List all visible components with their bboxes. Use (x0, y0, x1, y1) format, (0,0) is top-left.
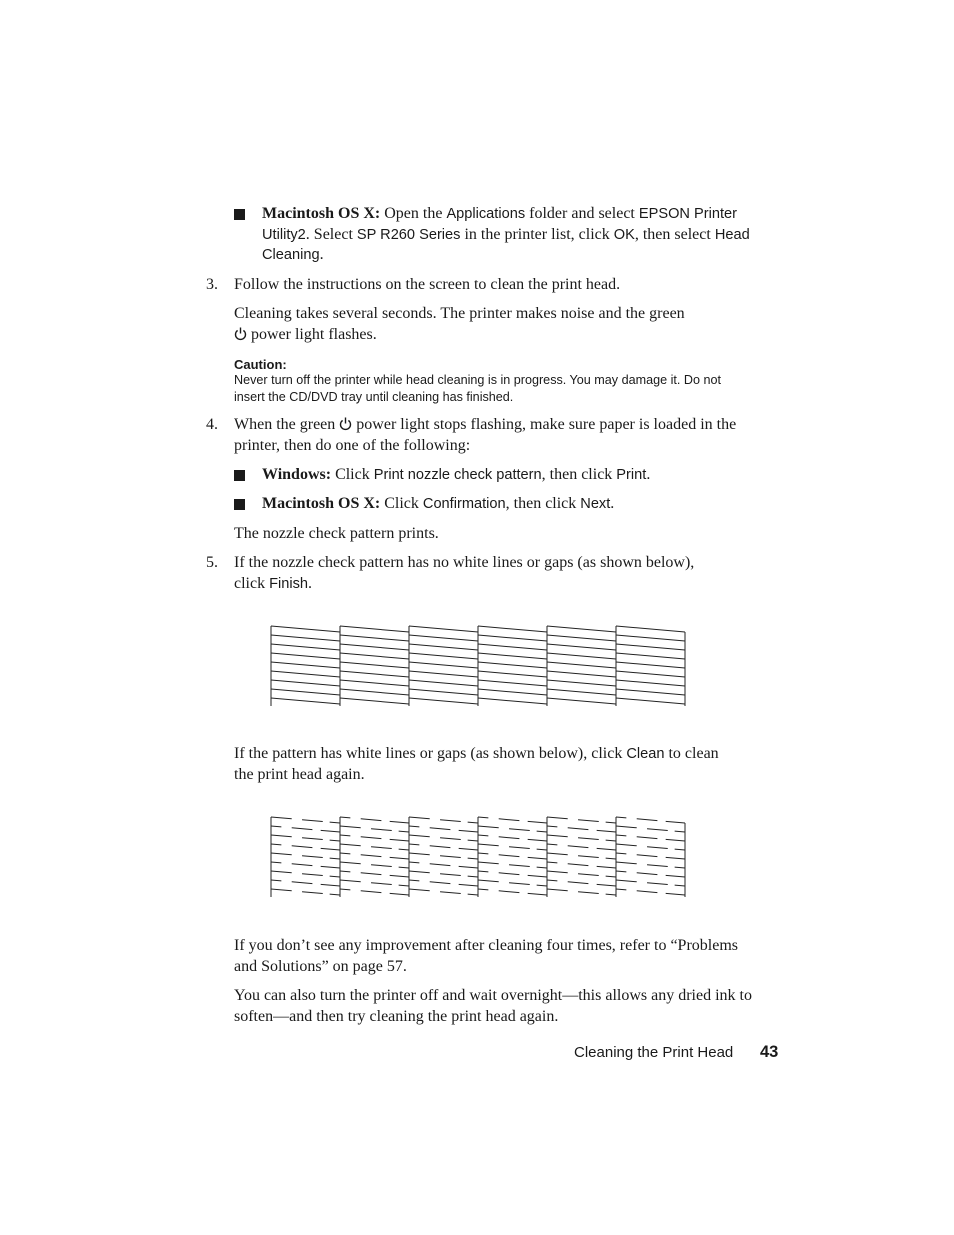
pattern-line-segment (597, 866, 616, 868)
pattern-line (616, 698, 685, 704)
ui-printer-utility: EPSON Printer Utility2 (262, 206, 738, 243)
pattern-line-segment (271, 853, 292, 855)
pattern-line-segment (271, 844, 281, 845)
pattern-line-segment (399, 849, 409, 850)
pattern-line-segment (390, 893, 409, 895)
pattern-line-segment (440, 820, 461, 822)
pattern-line-segment (547, 871, 568, 873)
pattern-line-segment (468, 894, 478, 895)
pattern-line-segment (302, 856, 323, 858)
pattern-line-segment (409, 880, 419, 881)
pattern-block (340, 626, 409, 706)
pattern-line-segment (409, 835, 430, 837)
bullet-label: Macintosh OS X: (262, 495, 381, 512)
pattern-line-segment (578, 874, 599, 876)
pattern-line (478, 671, 547, 677)
pattern-line-segment (509, 847, 530, 849)
pattern-line-segment (606, 840, 616, 841)
pattern-line (616, 635, 685, 641)
pattern-line-segment (340, 889, 350, 890)
page-number: 43 (760, 1043, 779, 1061)
pattern-line-segment (271, 862, 281, 863)
pattern-line-segment (459, 866, 478, 868)
pattern-line-segment (666, 839, 685, 841)
pattern-line-segment (409, 871, 430, 873)
pattern-line-segment (647, 847, 668, 849)
pattern-line-segment (361, 891, 382, 893)
pattern-line (547, 662, 616, 668)
pattern-line-segment (509, 883, 530, 885)
pattern-line-segment (430, 846, 451, 848)
pattern-line-segment (430, 828, 451, 830)
pattern-block (340, 817, 409, 897)
pattern-line-segment (675, 867, 685, 868)
improve-text: If you don’t see any improvement after cleaning four times, refer to “Problems and Solutions” on page 57. (234, 937, 738, 975)
step3-detail: Cleaning takes several seconds. The printer makes noise and the green power light flashes. (234, 305, 685, 343)
pattern-line (547, 698, 616, 704)
pattern-line-segment (499, 819, 520, 821)
pattern-block (478, 817, 547, 897)
pattern-line (409, 689, 478, 695)
pattern-line-segment (637, 837, 658, 839)
bullet-marker (234, 209, 245, 220)
bullet-mac-confirm: Macintosh OS X: Click Confirmation, then click Next. (262, 495, 615, 512)
ui-next: Next (580, 496, 611, 512)
pattern-line (478, 626, 547, 632)
pattern-line-segment (292, 846, 313, 848)
pattern-line (616, 653, 685, 659)
pattern-line-segment (616, 871, 626, 872)
pattern-line-segment (340, 880, 361, 882)
ui-clean: Clean (626, 746, 665, 762)
pattern-line-segment (330, 858, 340, 859)
pattern-line-segment (330, 822, 340, 823)
pattern-line-segment (271, 880, 281, 881)
pattern-line-segment (578, 892, 599, 894)
pattern-line-segment (321, 884, 340, 886)
bullet-label: Macintosh OS X: (262, 205, 381, 222)
pattern-line (478, 653, 547, 659)
pattern-line (409, 626, 478, 632)
pattern-line-segment (637, 855, 658, 857)
pattern-line-segment (675, 885, 685, 886)
pattern-line-segment (606, 894, 616, 895)
pattern-block (271, 626, 340, 706)
pattern-line-segment (409, 844, 419, 845)
pattern-line-segment (361, 837, 382, 839)
pattern-line-segment (547, 817, 568, 819)
pattern-block (271, 817, 340, 897)
pattern-line-segment (459, 884, 478, 886)
pattern-line (478, 635, 547, 641)
pattern-line-segment (616, 817, 626, 818)
pattern-line (478, 689, 547, 695)
ui-ok: OK (613, 226, 635, 243)
pattern-line-segment (616, 835, 626, 836)
pattern-line-segment (302, 838, 323, 840)
pattern-line-segment (340, 835, 350, 836)
pattern-line-segment (647, 829, 668, 831)
pattern-line-segment (292, 882, 313, 884)
pattern-line (340, 653, 409, 659)
pattern-line-segment (537, 867, 547, 868)
pattern-line-segment (371, 883, 392, 885)
step4-after: The nozzle check pattern prints. (234, 525, 439, 542)
pattern-line-segment (675, 849, 685, 850)
pattern-line (478, 644, 547, 650)
pattern-line-segment (468, 840, 478, 841)
step-number: 3. (206, 276, 218, 293)
pattern-block (547, 817, 616, 897)
bullet-marker (234, 470, 245, 481)
pattern-line-segment (547, 844, 557, 845)
pattern-line-segment (616, 862, 637, 864)
ui-applications: Applications (446, 206, 526, 222)
pattern-line (409, 671, 478, 677)
pattern-line (478, 680, 547, 686)
pattern-line-segment (399, 831, 409, 832)
bullet-mac-utility: Macintosh OS X: Open the Applications folder and select EPSON Printer Utility2. Select SP R260 Series in the printer list, click OK, then select Head Cleaning. (262, 205, 750, 263)
pattern-line-segment (459, 830, 478, 832)
pattern-line-segment (616, 826, 637, 828)
power-icon (339, 417, 352, 431)
pattern-line (547, 653, 616, 659)
step3-text: Follow the instructions on the screen to clean the print head. (234, 276, 621, 293)
pattern-line-segment (371, 829, 392, 831)
pattern-line (340, 671, 409, 677)
pattern-line-segment (468, 858, 478, 859)
pattern-line-segment (361, 855, 382, 857)
pattern-line (271, 644, 340, 650)
power-icon (234, 327, 247, 341)
pattern-line-segment (499, 855, 520, 857)
pattern-line (340, 635, 409, 641)
step5-text: If the nozzle check pattern has no white lines or gaps (as shown below), click Finish. (234, 554, 695, 592)
pattern-line-segment (371, 865, 392, 867)
pattern-line (340, 662, 409, 668)
pattern-line-segment (578, 856, 599, 858)
pattern-line-segment (478, 835, 488, 836)
pattern-line-segment (578, 820, 599, 822)
pattern-line-segment (616, 853, 626, 854)
pattern-line (547, 680, 616, 686)
pattern-block (616, 817, 685, 897)
pattern-line-segment (409, 853, 430, 855)
pattern-line (340, 698, 409, 704)
pattern-line-segment (647, 865, 668, 867)
pattern-line (616, 662, 685, 668)
pattern-line (409, 635, 478, 641)
pattern-line-segment (340, 853, 350, 854)
pattern-line-segment (468, 876, 478, 877)
pattern-line-segment (637, 873, 658, 875)
pattern-line-segment (478, 889, 488, 890)
pattern-line-segment (390, 857, 409, 859)
pattern-line-segment (528, 893, 547, 895)
pattern-line-segment (440, 874, 461, 876)
ui-print: Print (616, 467, 647, 483)
pattern-line-segment (606, 858, 616, 859)
pattern-line-segment (478, 826, 499, 828)
pattern-line-segment (509, 829, 530, 831)
pattern-line-segment (568, 828, 589, 830)
pattern-line (271, 662, 340, 668)
pattern-line (409, 680, 478, 686)
pattern-line (547, 635, 616, 641)
pattern-line (409, 698, 478, 704)
pattern-line-segment (637, 819, 658, 821)
pattern-line-segment (390, 875, 409, 877)
pattern-line-segment (478, 862, 499, 864)
pattern-line-segment (568, 882, 589, 884)
pattern-line-segment (547, 862, 557, 863)
pattern-line-segment (478, 844, 499, 846)
pattern-line (547, 644, 616, 650)
pattern-line-segment (537, 831, 547, 832)
pattern-line-segment (616, 844, 637, 846)
pattern-line-segment (509, 865, 530, 867)
pattern-line-segment (478, 853, 488, 854)
pattern-line-segment (528, 875, 547, 877)
ui-print-nozzle-check: Print nozzle check pattern (373, 467, 542, 483)
pattern-line-segment (430, 864, 451, 866)
caution-heading: Caution: (234, 357, 287, 372)
pattern-line-segment (547, 826, 557, 827)
pattern-line-segment (399, 867, 409, 868)
pattern-line (340, 644, 409, 650)
pattern-line-segment (321, 848, 340, 850)
pattern-line (616, 689, 685, 695)
pattern-line-segment (409, 817, 430, 819)
pattern-line-segment (390, 839, 409, 841)
overnight-text: You can also turn the printer off and wait overnight—this allows any dried ink to soften—and then try cleaning the print head again. (234, 987, 752, 1025)
pattern-line-segment (271, 826, 281, 827)
pattern-line-segment (666, 857, 685, 859)
pattern-line-segment (537, 849, 547, 850)
pattern-line-segment (606, 876, 616, 877)
pattern-line-segment (547, 880, 557, 881)
pattern-line-segment (468, 822, 478, 823)
pattern-line-segment (440, 892, 461, 894)
pattern-line-segment (459, 848, 478, 850)
gaps-text: If the pattern has white lines or gaps (as shown below), click Clean to clean the print head again. (234, 745, 719, 783)
pattern-line-segment (478, 880, 499, 882)
pattern-line-segment (499, 837, 520, 839)
nozzle-pattern-gaps (268, 814, 690, 904)
pattern-line-segment (330, 894, 340, 895)
pattern-line-segment (292, 864, 313, 866)
pattern-line (340, 626, 409, 632)
pattern-line-segment (271, 871, 292, 873)
pattern-line-segment (478, 871, 488, 872)
pattern-line (340, 689, 409, 695)
pattern-line-segment (399, 885, 409, 886)
pattern-line-segment (606, 822, 616, 823)
bullet-label: Windows: (262, 466, 332, 483)
ui-finish: Finish (269, 575, 309, 592)
pattern-line-segment (271, 817, 292, 819)
pattern-line-segment (597, 848, 616, 850)
pattern-line-segment (499, 891, 520, 893)
pattern-line (340, 680, 409, 686)
pattern-line-segment (340, 817, 350, 818)
pattern-line (409, 662, 478, 668)
pattern-line-segment (390, 821, 409, 823)
pattern-line-segment (478, 817, 488, 818)
pattern-line-segment (340, 871, 350, 872)
pattern-line (616, 626, 685, 632)
pattern-line-segment (340, 844, 361, 846)
pattern-line-segment (568, 846, 589, 848)
pattern-line-segment (409, 862, 419, 863)
pattern-line-segment (430, 882, 451, 884)
pattern-line-segment (647, 883, 668, 885)
pattern-line-segment (361, 819, 382, 821)
pattern-line-segment (537, 885, 547, 886)
pattern-line-segment (528, 821, 547, 823)
pattern-line-segment (578, 838, 599, 840)
pattern-line-segment (271, 835, 292, 837)
nozzle-pattern-good (268, 623, 690, 713)
pattern-line (271, 635, 340, 641)
bullet-marker (234, 499, 245, 510)
bullet-windows: Windows: Click Print nozzle check pattern, then click Print. (262, 466, 651, 483)
step-number: 5. (206, 554, 218, 571)
pattern-line-segment (302, 892, 323, 894)
pattern-line-segment (616, 889, 626, 890)
pattern-line (616, 680, 685, 686)
pattern-line-segment (666, 875, 685, 877)
pattern-line (547, 626, 616, 632)
pattern-line-segment (302, 874, 323, 876)
pattern-line (271, 671, 340, 677)
ui-printer-series: SP R260 Series (356, 226, 461, 243)
pattern-line-segment (597, 884, 616, 886)
step4-text: When the green power light stops flashing, make sure paper is loaded in the printer, then do one of the following: (234, 416, 737, 454)
pattern-line-segment (528, 839, 547, 841)
pattern-line-segment (292, 828, 313, 830)
caution-text: Never turn off the printer while head cleaning is in progress. You may damage it. Do not insert the CD/DVD tray until cleaning has finished. (234, 373, 722, 404)
pattern-line-segment (409, 889, 430, 891)
pattern-line (271, 626, 340, 632)
pattern-line (271, 653, 340, 659)
pattern-line-segment (597, 830, 616, 832)
pattern-line (271, 680, 340, 686)
step-number: 4. (206, 416, 218, 433)
ui-head-cleaning: Head Cleaning (262, 226, 750, 263)
pattern-line (547, 671, 616, 677)
pattern-line-segment (568, 864, 589, 866)
pattern-line-segment (547, 835, 568, 837)
pattern-line-segment (637, 891, 658, 893)
pattern-line-segment (321, 866, 340, 868)
pattern-line-segment (666, 893, 685, 895)
pattern-line-segment (666, 821, 685, 823)
pattern-line-segment (409, 826, 419, 827)
pattern-line (409, 653, 478, 659)
pattern-line-segment (528, 857, 547, 859)
pattern-line-segment (440, 838, 461, 840)
pattern-line-segment (499, 873, 520, 875)
pattern-line-segment (302, 820, 323, 822)
pattern-line-segment (361, 873, 382, 875)
pattern-line-segment (371, 847, 392, 849)
pattern-line-segment (340, 826, 361, 828)
pattern-line-segment (440, 856, 461, 858)
pattern-line-segment (547, 889, 568, 891)
pattern-line-segment (547, 853, 568, 855)
pattern-line (271, 698, 340, 704)
pattern-line (271, 689, 340, 695)
pattern-block (547, 626, 616, 706)
pattern-line-segment (330, 876, 340, 877)
pattern-block (616, 626, 685, 706)
pattern-line-segment (330, 840, 340, 841)
ui-confirmation: Confirmation (422, 496, 506, 512)
pattern-line (547, 689, 616, 695)
pattern-block (409, 817, 478, 897)
pattern-line-segment (340, 862, 361, 864)
pattern-block (409, 626, 478, 706)
pattern-line (409, 644, 478, 650)
pattern-block (478, 626, 547, 706)
pattern-line-segment (321, 830, 340, 832)
pattern-line-segment (271, 889, 292, 891)
pattern-line (616, 644, 685, 650)
pattern-line (478, 662, 547, 668)
footer-section-title: Cleaning the Print Head (574, 1044, 734, 1061)
pattern-line (616, 671, 685, 677)
pattern-line-segment (616, 880, 637, 882)
pattern-line (478, 698, 547, 704)
pattern-line-segment (675, 831, 685, 832)
